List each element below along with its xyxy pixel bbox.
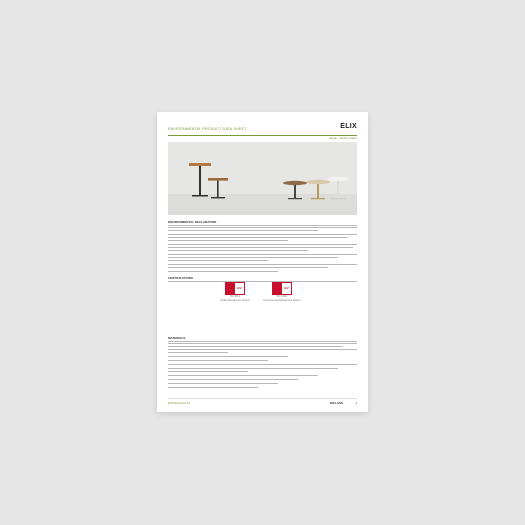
text-line [168, 352, 228, 353]
text-line [168, 267, 328, 268]
text-line [168, 364, 357, 365]
bureau-veritas-logo: BV [225, 282, 245, 295]
document-page [157, 112, 368, 412]
text-line [168, 240, 288, 241]
document-title: ENVIRONMENTAL PRODUCT DATA SHEET [168, 127, 247, 131]
product-photo [168, 142, 357, 215]
text-line [168, 227, 357, 228]
text-line [168, 360, 268, 361]
text-line [168, 264, 357, 265]
text-line [168, 343, 357, 344]
text-line [168, 375, 318, 376]
text-line [168, 254, 357, 255]
certification-caption: Quality Management System [220, 299, 250, 302]
tables-illustration [168, 142, 357, 215]
document-footer [168, 398, 357, 405]
text-line [168, 387, 258, 388]
text-line [168, 368, 338, 369]
section-heading-environmental: ENVIRONMENTAL DECLARATION [168, 220, 357, 226]
section-heading-certifications: CERTIFICATIONS [168, 276, 357, 282]
bureau-veritas-logo: BV [272, 282, 292, 295]
certification-caption: Environmental Management System [263, 299, 301, 302]
text-line [168, 230, 318, 231]
text-line [168, 234, 357, 235]
text-line [168, 349, 357, 350]
text-line [168, 237, 348, 238]
text-line [168, 244, 357, 245]
text-line [168, 346, 343, 347]
text-line [168, 250, 308, 251]
text-line [168, 247, 353, 248]
certification-caption: ISO 14001 [276, 296, 288, 298]
text-line [168, 383, 278, 384]
certification-iso14001 [262, 282, 302, 303]
brand-logo-text: ELIX [340, 123, 357, 130]
footer-brand: INCLASS [329, 401, 343, 405]
certification-iso9001 [215, 282, 255, 303]
text-line [168, 356, 288, 357]
certification-caption: ISO 9001 [230, 296, 240, 298]
document-header [168, 121, 357, 140]
page-number: 1 [355, 401, 357, 405]
text-line [168, 379, 298, 380]
document-code: ENV/ELIX/22.23 [168, 401, 190, 405]
text-line [168, 271, 278, 272]
text-line [168, 260, 268, 261]
text-line [168, 257, 338, 258]
design-credit: design · Studio Inclass [328, 136, 357, 140]
section-heading-materials: MATERIALS [168, 336, 357, 342]
text-line [168, 371, 248, 372]
